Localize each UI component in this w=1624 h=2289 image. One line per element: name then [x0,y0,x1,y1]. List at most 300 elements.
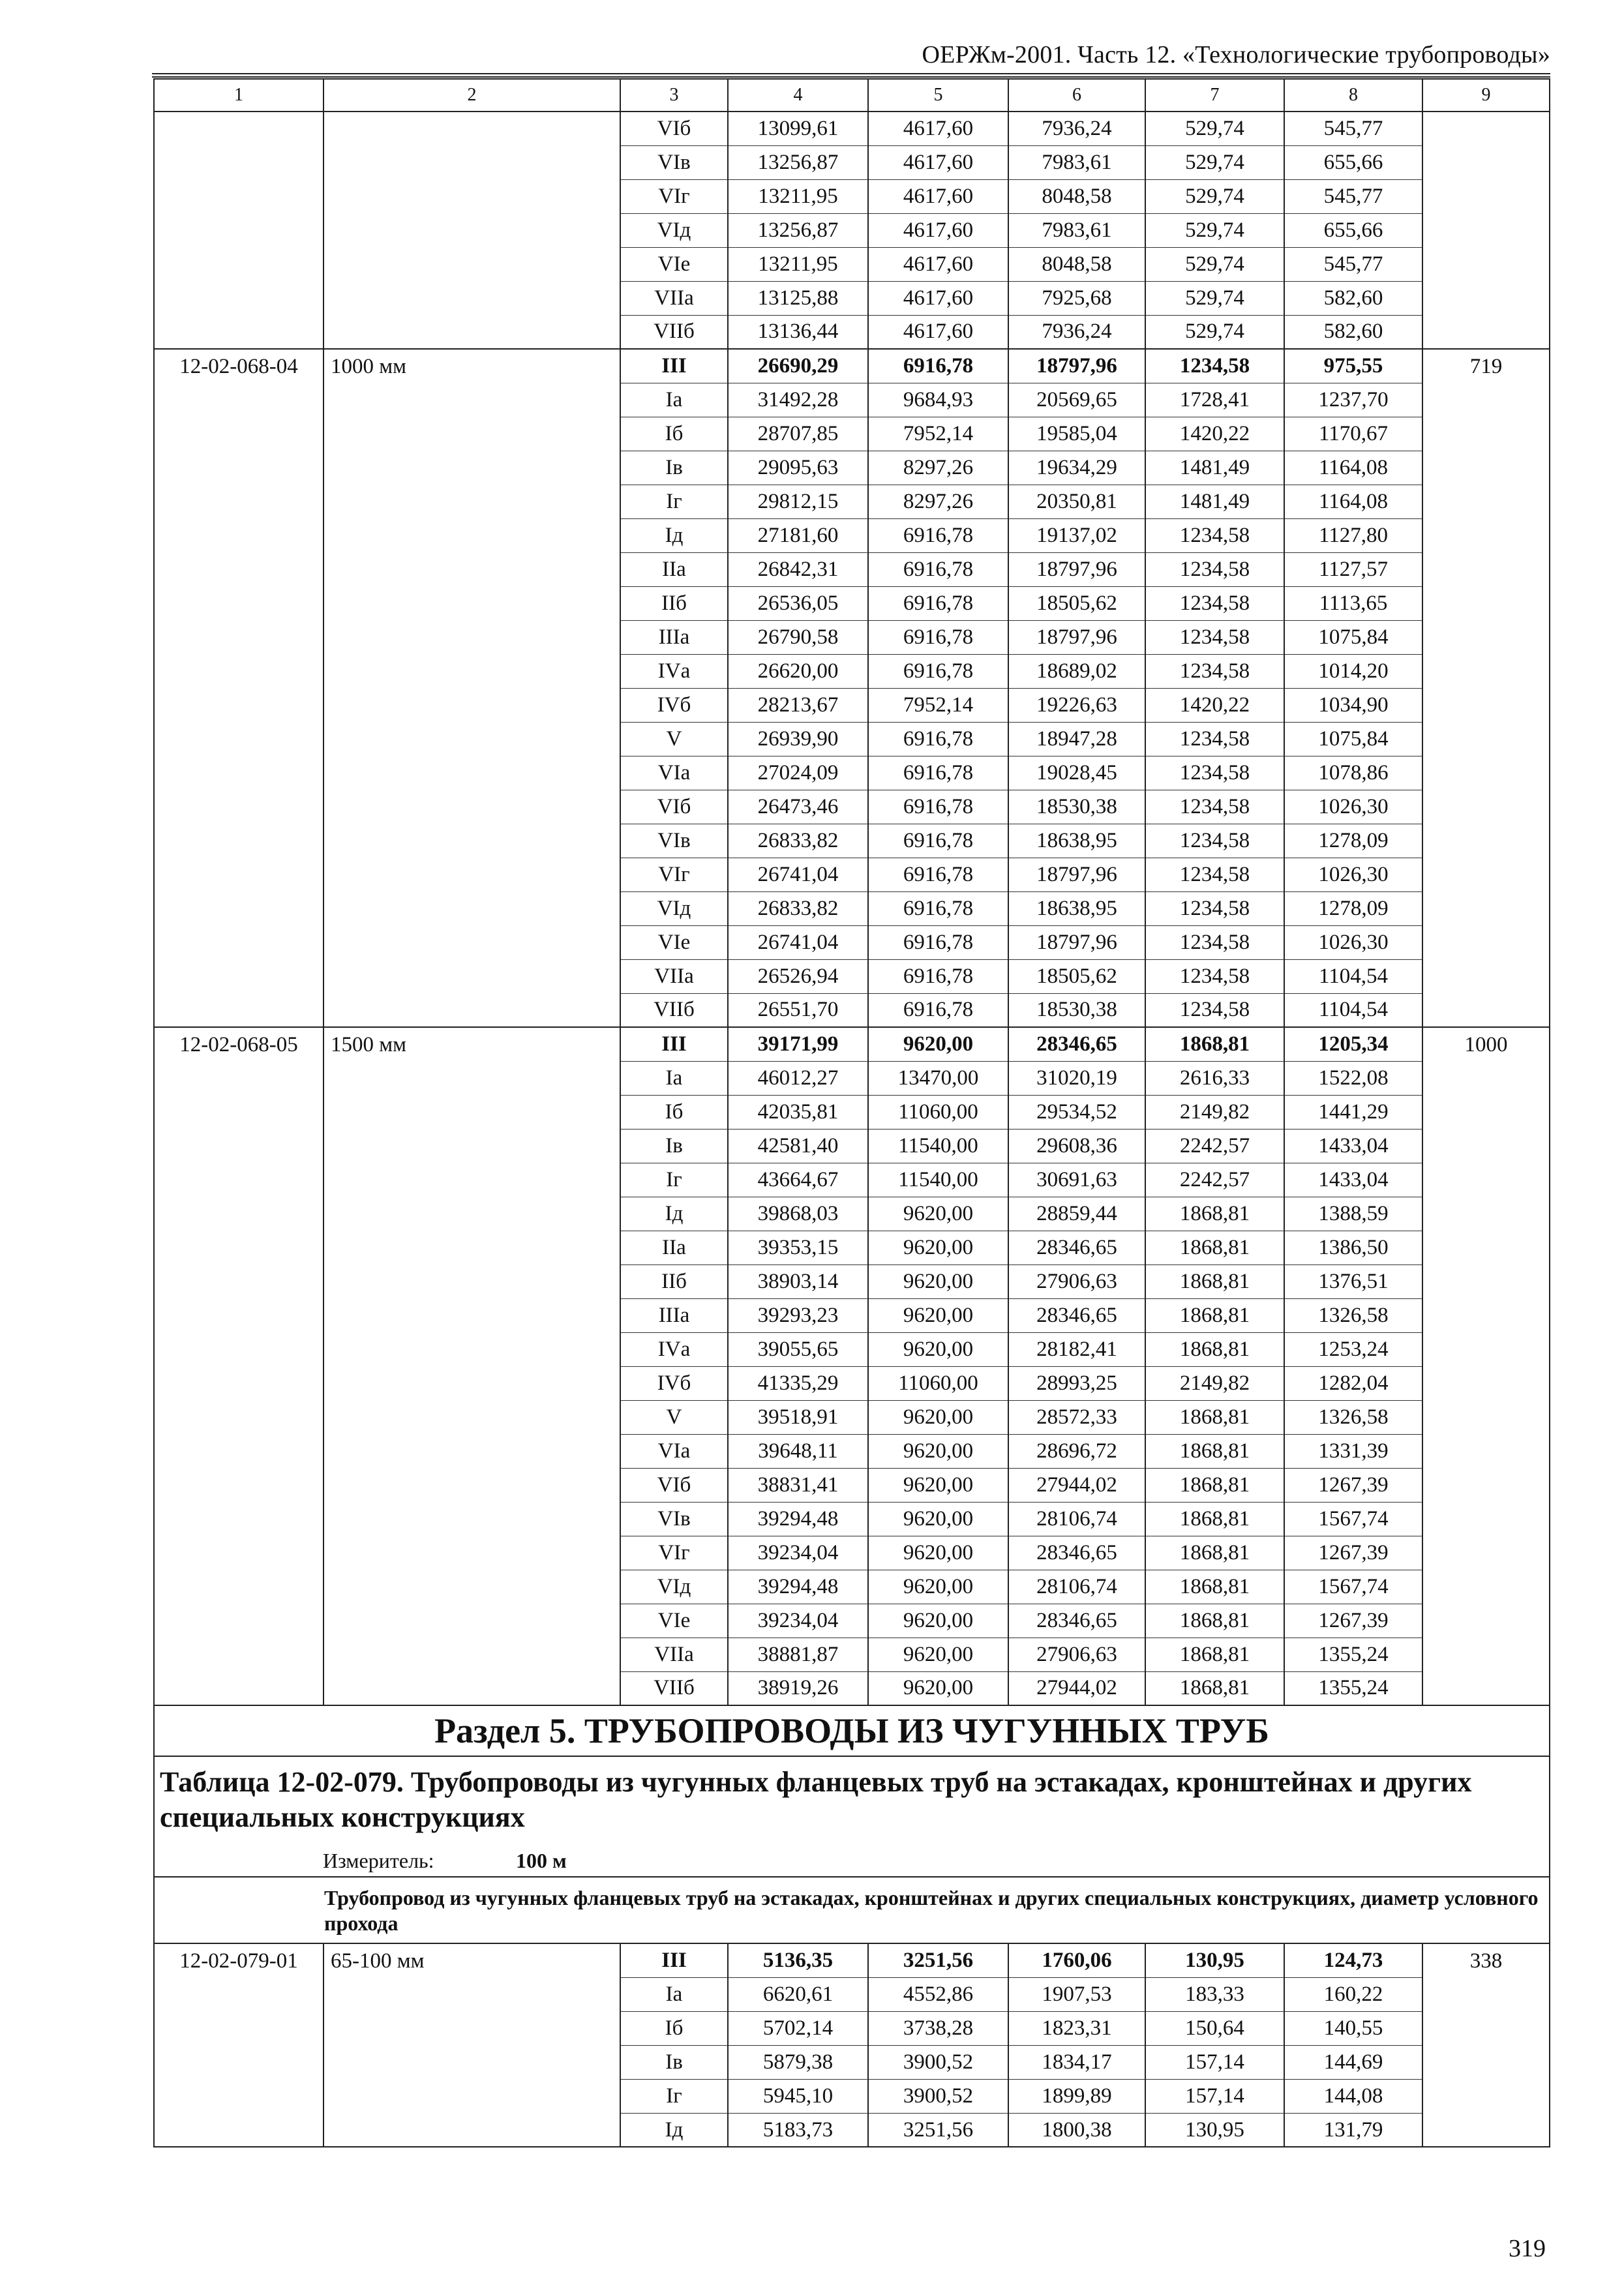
value-cell: 11540,00 [868,1129,1008,1163]
value-cell: 1026,30 [1284,925,1422,959]
value-cell: 18797,96 [1008,925,1145,959]
value-cell: 6916,78 [868,790,1008,824]
value-cell: 1075,84 [1284,722,1422,756]
value-cell: 1026,30 [1284,790,1422,824]
value-cell: 1253,24 [1284,1332,1422,1366]
column-number: 4 [728,79,868,112]
value-cell: 19585,04 [1008,417,1145,451]
value-cell: 160,22 [1284,1977,1422,2011]
value-cell: 1868,81 [1145,1400,1284,1434]
value-cell: 1234,58 [1145,959,1284,993]
value-cell: 8297,26 [868,485,1008,518]
value-cell: 157,14 [1145,2045,1284,2079]
value-cell: 1234,58 [1145,993,1284,1027]
variant-cell: Iг [620,1163,728,1197]
value-cell: 1278,09 [1284,824,1422,858]
value-cell: 6916,78 [868,586,1008,620]
value-cell: 1728,41 [1145,383,1284,417]
value-cell: 144,08 [1284,2079,1422,2113]
value-cell: 19137,02 [1008,518,1145,552]
value-cell: 2242,57 [1145,1129,1284,1163]
value-cell: 6916,78 [868,891,1008,925]
value-cell: 18530,38 [1008,790,1145,824]
value-cell: 582,60 [1284,281,1422,315]
value-cell: 9620,00 [868,1468,1008,1502]
value-cell: 4617,60 [868,179,1008,213]
variant-cell: VIIа [620,281,728,315]
value-cell: 39171,99 [728,1027,868,1061]
value-cell: 27906,63 [1008,1638,1145,1671]
value-cell: 1567,74 [1284,1502,1422,1536]
value-cell: 9684,93 [868,383,1008,417]
value-cell: 18505,62 [1008,959,1145,993]
value-cell: 18947,28 [1008,722,1145,756]
value-cell: 26741,04 [728,925,868,959]
value-cell: 5183,73 [728,2113,868,2147]
value-cell: 1234,58 [1145,925,1284,959]
variant-cell: Iг [620,485,728,518]
value-cell: 27181,60 [728,518,868,552]
value-cell: 1234,58 [1145,552,1284,586]
variant-cell: Iд [620,2113,728,2147]
value-cell: 8048,58 [1008,179,1145,213]
value-cell: 6916,78 [868,858,1008,891]
value-cell: 545,77 [1284,179,1422,213]
value-cell: 1481,49 [1145,485,1284,518]
value-cell: 1868,81 [1145,1197,1284,1231]
variant-cell: VIг [620,179,728,213]
column-number: 6 [1008,79,1145,112]
value-cell: 26551,70 [728,993,868,1027]
variant-cell: Iг [620,2079,728,2113]
value-cell: 27944,02 [1008,1671,1145,1705]
value-cell: 7936,24 [1008,112,1145,145]
value-cell: 1868,81 [1145,1604,1284,1638]
rates-table [153,78,1550,2147]
variant-cell: VIе [620,247,728,281]
value-cell: 28346,65 [1008,1027,1145,1061]
value-cell: 28346,65 [1008,1536,1145,1570]
value-cell: 1868,81 [1145,1570,1284,1604]
table-title: Таблица 12-02-079. Трубопроводы из чугунных фланцевых труб на эстакадах, кронштейнах и других специальных конструкциях [160,1766,1472,1833]
variant-cell: VIе [620,925,728,959]
value-cell: 3251,56 [868,1943,1008,1977]
value-cell: 975,55 [1284,349,1422,383]
value-cell: 26536,05 [728,586,868,620]
column-number: 3 [620,79,728,112]
value-cell: 41335,29 [728,1366,868,1400]
table-subtitle-row [154,1877,1550,1943]
value-cell: 144,69 [1284,2045,1422,2079]
value-cell: 150,64 [1145,2011,1284,2045]
variant-cell: VIIб [620,993,728,1027]
value-cell: 28993,25 [1008,1366,1145,1400]
value-cell: 1234,58 [1145,620,1284,654]
value-cell: 9620,00 [868,1638,1008,1671]
variant-cell: VIа [620,1434,728,1468]
value-cell: 1164,08 [1284,485,1422,518]
table-row [154,349,1550,383]
value-cell: 4617,60 [868,145,1008,179]
value-cell: 5702,14 [728,2011,868,2045]
variant-cell: VIд [620,1570,728,1604]
value-cell: 9620,00 [868,1231,1008,1264]
value-cell: 582,60 [1284,315,1422,349]
value-cell: 529,74 [1145,112,1284,145]
value-cell: 1075,84 [1284,620,1422,654]
value-cell: 655,66 [1284,145,1422,179]
value-cell: 1234,58 [1145,518,1284,552]
pipe-diameter: 1000 мм [323,349,620,1027]
value-cell: 1237,70 [1284,383,1422,417]
value-cell: 1420,22 [1145,688,1284,722]
resource-value: 338 [1422,1943,1550,2147]
variant-cell: VIIа [620,959,728,993]
value-cell: 18797,96 [1008,349,1145,383]
value-cell: 26939,90 [728,722,868,756]
value-cell: 1868,81 [1145,1332,1284,1366]
value-cell: 7952,14 [868,688,1008,722]
variant-cell: Iб [620,417,728,451]
value-cell: 19226,63 [1008,688,1145,722]
variant-cell: VIе [620,1604,728,1638]
variant-cell: IIа [620,1231,728,1264]
value-cell: 6916,78 [868,925,1008,959]
pipe-diameter: 65-100 мм [323,1943,620,2147]
value-cell: 1170,67 [1284,417,1422,451]
page-number: 319 [1509,2235,1546,2262]
value-cell: 28572,33 [1008,1400,1145,1434]
value-cell: 26790,58 [728,620,868,654]
value-cell: 28707,85 [728,417,868,451]
value-cell: 1355,24 [1284,1671,1422,1705]
value-cell: 29095,63 [728,451,868,485]
value-cell: 13256,87 [728,145,868,179]
table-row [154,112,1550,145]
value-cell: 1800,38 [1008,2113,1145,2147]
running-header: ОЕРЖм-2001. Часть 12. «Технологические трубопроводы» [922,41,1550,68]
rate-code: 12-02-068-05 [154,1027,323,1705]
value-cell: 11060,00 [868,1366,1008,1400]
value-cell: 1907,53 [1008,1977,1145,2011]
value-cell: 1868,81 [1145,1298,1284,1332]
table-subtitle: Трубопровод из чугунных фланцевых труб на эстакадах, кронштейнах и других специальных конструкциях, диаметр условного прохода [154,1877,1550,1943]
rate-code: 12-02-068-04 [154,349,323,1027]
value-cell: 18530,38 [1008,993,1145,1027]
value-cell: 1164,08 [1284,451,1422,485]
value-cell: 1267,39 [1284,1468,1422,1502]
value-cell: 183,33 [1145,1977,1284,2011]
value-cell: 13136,44 [728,315,868,349]
value-cell: 1376,51 [1284,1264,1422,1298]
value-cell: 8048,58 [1008,247,1145,281]
diameter-cell [323,112,620,349]
variant-cell: VIд [620,213,728,247]
value-cell: 29534,52 [1008,1095,1145,1129]
value-cell: 39294,48 [728,1502,868,1536]
value-cell: 124,73 [1284,1943,1422,1977]
variant-cell: Iб [620,2011,728,2045]
variant-cell: Iв [620,451,728,485]
table-row [154,1027,1550,1061]
value-cell: 39648,11 [728,1434,868,1468]
variant-cell: VIб [620,1468,728,1502]
value-cell: 2242,57 [1145,1163,1284,1197]
value-cell: 1834,17 [1008,2045,1145,2079]
value-cell: 5136,35 [728,1943,868,1977]
value-cell: 1522,08 [1284,1061,1422,1095]
value-cell: 27944,02 [1008,1468,1145,1502]
value-cell: 28106,74 [1008,1570,1145,1604]
measure-label: Измеритель: [323,1849,434,1873]
value-cell: 27024,09 [728,756,868,790]
variant-cell: V [620,722,728,756]
value-cell: 1326,58 [1284,1298,1422,1332]
value-cell: 18638,95 [1008,891,1145,925]
variant-cell: IVб [620,1366,728,1400]
column-number: 8 [1284,79,1422,112]
pipe-diameter: 1500 мм [323,1027,620,1705]
value-cell: 38881,87 [728,1638,868,1671]
value-cell: 7983,61 [1008,145,1145,179]
variant-cell: Iа [620,1977,728,2011]
variant-cell: Iв [620,1129,728,1163]
value-cell: 19634,29 [1008,451,1145,485]
value-cell: 1386,50 [1284,1231,1422,1264]
variant-cell: VIб [620,790,728,824]
value-cell: 13211,95 [728,179,868,213]
value-cell: 655,66 [1284,213,1422,247]
value-cell: 1355,24 [1284,1638,1422,1671]
value-cell: 38831,41 [728,1468,868,1502]
value-cell: 131,79 [1284,2113,1422,2147]
value-cell: 4617,60 [868,213,1008,247]
value-cell: 1234,58 [1145,586,1284,620]
value-cell: 3738,28 [868,2011,1008,2045]
value-cell: 28346,65 [1008,1298,1145,1332]
value-cell: 529,74 [1145,213,1284,247]
value-cell: 1481,49 [1145,451,1284,485]
value-cell: 1388,59 [1284,1197,1422,1231]
variant-cell: IIб [620,1264,728,1298]
value-cell: 6916,78 [868,518,1008,552]
value-cell: 1868,81 [1145,1671,1284,1705]
value-cell: 6916,78 [868,620,1008,654]
value-cell: 1868,81 [1145,1536,1284,1570]
table-row [154,1943,1550,1977]
value-cell: 1899,89 [1008,2079,1145,2113]
value-cell: 5879,38 [728,2045,868,2079]
value-cell: 529,74 [1145,281,1284,315]
value-cell: 1433,04 [1284,1129,1422,1163]
value-cell: 30691,63 [1008,1163,1145,1197]
value-cell: 39294,48 [728,1570,868,1604]
value-cell: 130,95 [1145,1943,1284,1977]
value-cell: 4617,60 [868,247,1008,281]
value-cell: 39234,04 [728,1604,868,1638]
variant-cell: VIв [620,145,728,179]
variant-cell: VIд [620,891,728,925]
value-cell: 1104,54 [1284,993,1422,1027]
value-cell: 4617,60 [868,112,1008,145]
value-cell: 6916,78 [868,824,1008,858]
value-cell: 9620,00 [868,1502,1008,1536]
value-cell: 28859,44 [1008,1197,1145,1231]
value-cell: 140,55 [1284,2011,1422,2045]
variant-cell: VIг [620,858,728,891]
header-rule [152,73,1550,74]
header-rule [152,76,1550,78]
value-cell: 6916,78 [868,349,1008,383]
value-cell: 3900,52 [868,2045,1008,2079]
value-cell: 31020,19 [1008,1061,1145,1095]
value-cell: 1326,58 [1284,1400,1422,1434]
variant-cell: Iд [620,518,728,552]
value-cell: 29812,15 [728,485,868,518]
variant-cell: VIб [620,112,728,145]
value-cell: 9620,00 [868,1434,1008,1468]
value-cell: 529,74 [1145,145,1284,179]
value-cell: 6916,78 [868,993,1008,1027]
value-cell: 1267,39 [1284,1536,1422,1570]
measure-line [160,1850,1544,1871]
variant-cell: VIв [620,1502,728,1536]
value-cell: 9620,00 [868,1298,1008,1332]
value-cell: 1234,58 [1145,790,1284,824]
variant-cell: IIа [620,552,728,586]
value-cell: 1868,81 [1145,1027,1284,1061]
value-cell: 46012,27 [728,1061,868,1095]
value-cell: 26526,94 [728,959,868,993]
value-cell: 26833,82 [728,891,868,925]
value-cell: 529,74 [1145,247,1284,281]
value-cell: 1433,04 [1284,1163,1422,1197]
variant-cell: VIIб [620,1671,728,1705]
value-cell: 6916,78 [868,722,1008,756]
measure-value: 100 м [516,1849,567,1873]
value-cell: 1868,81 [1145,1264,1284,1298]
value-cell: 9620,00 [868,1332,1008,1366]
value-cell: 20350,81 [1008,485,1145,518]
value-cell: 6916,78 [868,654,1008,688]
column-number: 1 [154,79,323,112]
value-cell: 1868,81 [1145,1468,1284,1502]
value-cell: 1868,81 [1145,1231,1284,1264]
value-cell: 42581,40 [728,1129,868,1163]
variant-cell: IVа [620,1332,728,1366]
column-number: 7 [1145,79,1284,112]
value-cell: 9620,00 [868,1027,1008,1061]
value-cell: 9620,00 [868,1197,1008,1231]
table-title-row [154,1756,1550,1877]
value-cell: 18638,95 [1008,824,1145,858]
value-cell: 9620,00 [868,1570,1008,1604]
value-cell: 1234,58 [1145,654,1284,688]
value-cell: 3251,56 [868,2113,1008,2147]
value-cell: 1205,34 [1284,1027,1422,1061]
value-cell: 1278,09 [1284,891,1422,925]
value-cell: 39868,03 [728,1197,868,1231]
value-cell: 7983,61 [1008,213,1145,247]
value-cell: 1026,30 [1284,858,1422,891]
variant-cell: III [620,1943,728,1977]
value-cell: 1823,31 [1008,2011,1145,2045]
value-cell: 42035,81 [728,1095,868,1129]
value-cell: 4552,86 [868,1977,1008,2011]
variant-cell: VIIб [620,315,728,349]
value-cell: 157,14 [1145,2079,1284,2113]
value-cell: 1282,04 [1284,1366,1422,1400]
value-cell: 39055,65 [728,1332,868,1366]
resource-cell [1422,112,1550,349]
value-cell: 3900,52 [868,2079,1008,2113]
column-number: 9 [1422,79,1550,112]
value-cell: 1868,81 [1145,1502,1284,1536]
value-cell: 8297,26 [868,451,1008,485]
variant-cell: VIв [620,824,728,858]
section-title: Раздел 5. ТРУБОПРОВОДЫ ИЗ ЧУГУННЫХ ТРУБ [154,1705,1550,1756]
value-cell: 1014,20 [1284,654,1422,688]
value-cell: 1331,39 [1284,1434,1422,1468]
resource-value: 1000 [1422,1027,1550,1705]
value-cell: 28346,65 [1008,1231,1145,1264]
value-cell: 26620,00 [728,654,868,688]
value-cell: 1127,80 [1284,518,1422,552]
variant-cell: VIг [620,1536,728,1570]
variant-cell: Iа [620,1061,728,1095]
value-cell: 18797,96 [1008,620,1145,654]
value-cell: 26833,82 [728,824,868,858]
value-cell: 28696,72 [1008,1434,1145,1468]
column-number-row [154,79,1550,112]
value-cell: 7936,24 [1008,315,1145,349]
value-cell: 9620,00 [868,1671,1008,1705]
value-cell: 9620,00 [868,1264,1008,1298]
value-cell: 1441,29 [1284,1095,1422,1129]
value-cell: 13099,61 [728,112,868,145]
value-cell: 6916,78 [868,959,1008,993]
value-cell: 1868,81 [1145,1638,1284,1671]
value-cell: 20569,65 [1008,383,1145,417]
value-cell: 9620,00 [868,1400,1008,1434]
value-cell: 29608,36 [1008,1129,1145,1163]
value-cell: 18797,96 [1008,858,1145,891]
value-cell: 28213,67 [728,688,868,722]
value-cell: 1567,74 [1284,1570,1422,1604]
value-cell: 2149,82 [1145,1095,1284,1129]
variant-cell: Iа [620,383,728,417]
variant-cell: IIб [620,586,728,620]
value-cell: 2149,82 [1145,1366,1284,1400]
table-title-cell [154,1756,1550,1877]
variant-cell: VIIа [620,1638,728,1671]
value-cell: 43664,67 [728,1163,868,1197]
value-cell: 529,74 [1145,179,1284,213]
value-cell: 26842,31 [728,552,868,586]
value-cell: 27906,63 [1008,1264,1145,1298]
value-cell: 7952,14 [868,417,1008,451]
value-cell: 28106,74 [1008,1502,1145,1536]
value-cell: 18689,02 [1008,654,1145,688]
value-cell: 1127,57 [1284,552,1422,586]
value-cell: 1078,86 [1284,756,1422,790]
value-cell: 9620,00 [868,1604,1008,1638]
value-cell: 1420,22 [1145,417,1284,451]
value-cell: 2616,33 [1145,1061,1284,1095]
value-cell: 545,77 [1284,112,1422,145]
value-cell: 11540,00 [868,1163,1008,1197]
value-cell: 28346,65 [1008,1604,1145,1638]
